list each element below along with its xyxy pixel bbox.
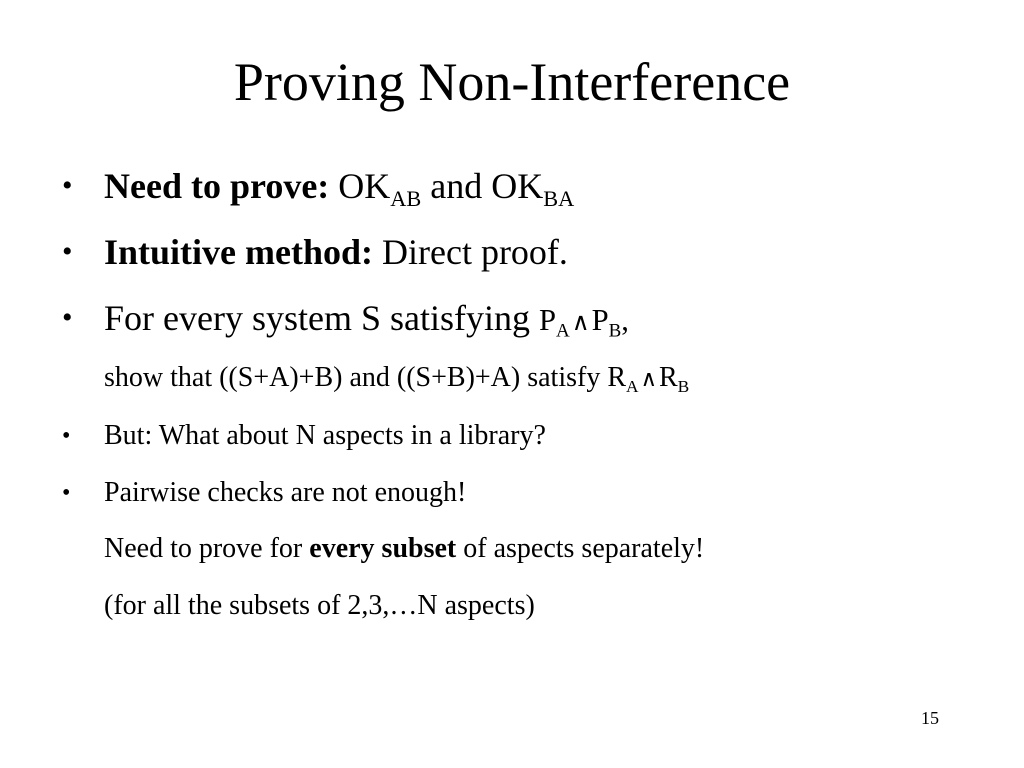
bullet-text: (for all the subsets of 2,3,…N aspects): [104, 590, 535, 621]
bullet-text: But: What about N aspects in a library?: [104, 420, 546, 451]
bullet-text: of aspects separately!: [463, 533, 705, 564]
bullet-heading: Need to prove:: [104, 166, 330, 206]
bullet-dot: •: [62, 480, 71, 506]
emphasis-text: every subset: [309, 533, 457, 564]
precondition-formula: $P_A\wedge P_B$,: [538, 303, 629, 342]
bullet-dot: •: [62, 235, 73, 268]
requirement-formula: $R_A\wedge R_B$: [607, 362, 690, 397]
and-wedge-symbol: ∧: [640, 366, 657, 392]
bullet-text: Direct proof.: [382, 232, 568, 272]
ok-subscript: BA: [543, 185, 575, 211]
bullet-dot: •: [62, 301, 73, 334]
bullet-dot: •: [62, 169, 73, 202]
and-wedge-symbol: ∧: [571, 307, 590, 336]
bullet-dot: •: [62, 423, 71, 449]
and-ok-label: and OK: [430, 166, 544, 206]
slide-title: Proving Non-Interference: [233, 52, 791, 112]
bullet-text: For every system S satisfying: [104, 298, 530, 338]
bullet-text: Pairwise checks are not enough!: [104, 477, 467, 508]
bullet-text: show that ((S+A)+B) and ((S+B)+A) satisfy: [104, 362, 601, 393]
page-number: 15: [921, 708, 939, 728]
bullet-heading: Intuitive method:: [104, 232, 373, 272]
ok-subscript: AB: [390, 185, 422, 211]
bullet-text: Need to prove for: [104, 533, 303, 564]
ok-label: OK: [338, 166, 391, 206]
